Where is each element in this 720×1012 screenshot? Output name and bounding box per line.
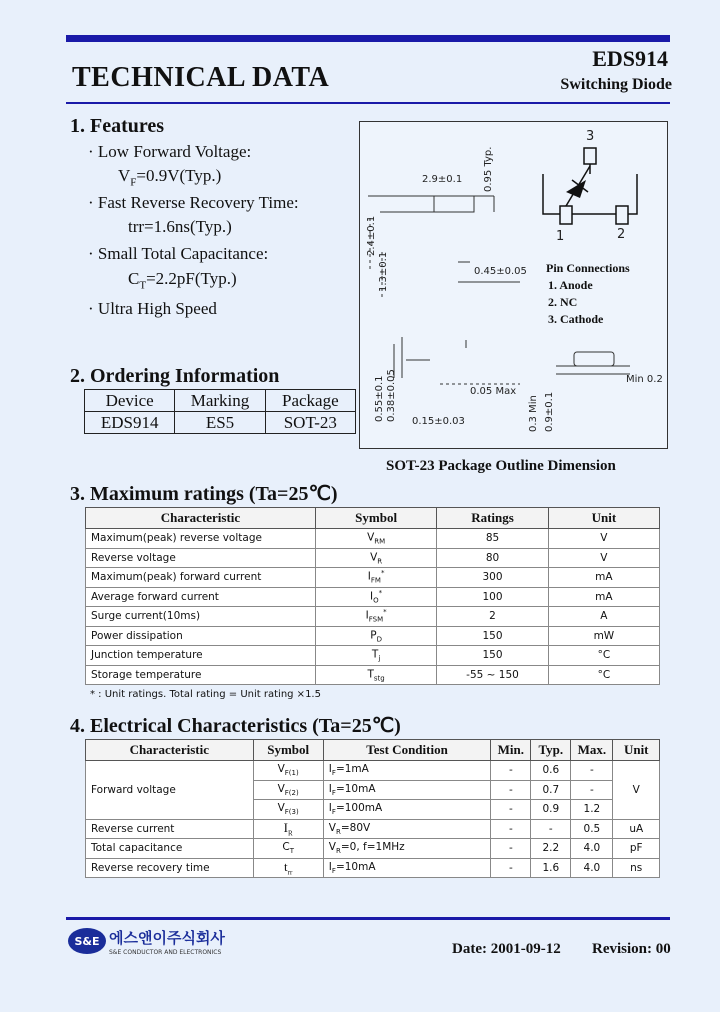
- row-characteristic: Reverse current: [86, 819, 254, 839]
- feature-value: $V_F=0.9V(Typ.)$: [118, 166, 222, 189]
- page-title: TECHNICAL DATA: [72, 62, 330, 93]
- pin-connection: 1. Anode: [548, 278, 593, 292]
- row-symbol: $I_R$: [253, 819, 323, 839]
- col-symbol: Symbol: [253, 740, 323, 761]
- row-min: -: [491, 839, 531, 859]
- row-symbol: $C_T$: [253, 839, 323, 859]
- dim-label: 0.55±0.1: [374, 375, 385, 422]
- row-unit: mA: [548, 587, 659, 607]
- row-rating: -55 ~ 150: [437, 665, 549, 685]
- ordering-header-device: Device: [85, 390, 175, 412]
- row-characteristic: Junction temperature: [86, 646, 316, 666]
- table-row: [86, 665, 660, 685]
- col-typ: Typ.: [531, 740, 571, 761]
- row-symbol: $V_{F(3)}$: [253, 800, 323, 820]
- row-min: -: [491, 858, 531, 878]
- row-symbol: $T_{stg}$: [315, 665, 436, 685]
- table-row: [86, 548, 660, 568]
- table-row: [86, 839, 660, 859]
- row-min: -: [491, 800, 531, 820]
- ordering-header-package: Package: [265, 390, 355, 412]
- row-symbol: $t_{rr}$: [253, 858, 323, 878]
- row-min: -: [491, 780, 531, 800]
- feature-value: trr=1.6ns(Typ.): [128, 217, 232, 236]
- pin-connection: 3. Cathode: [548, 312, 604, 326]
- row-unit: °C: [548, 665, 659, 685]
- row-unit: V: [613, 761, 660, 820]
- feature-label: · Small Total Capacitance:: [88, 244, 269, 263]
- row-max: 1.2: [571, 800, 613, 820]
- row-symbol: $V_{F(1)}$: [253, 761, 323, 781]
- dim-label: 2.9±0.1: [422, 174, 463, 185]
- row-rating: 100: [437, 587, 549, 607]
- table-row: [86, 587, 660, 607]
- row-characteristic: Total capacitance: [86, 839, 254, 859]
- row-characteristic: Storage temperature: [86, 665, 316, 685]
- row-characteristic: Reverse recovery time: [86, 858, 254, 878]
- row-rating: 150: [437, 626, 549, 646]
- row-rating: 300: [437, 568, 549, 588]
- row-typ: -: [531, 819, 571, 839]
- row-unit: uA: [613, 819, 660, 839]
- feature-label: · Ultra High Speed: [88, 299, 217, 318]
- row-unit: ns: [613, 858, 660, 878]
- pin-number: 1: [556, 229, 565, 244]
- pinout-schematic: [543, 148, 637, 224]
- table-row: [86, 568, 660, 588]
- row-symbol: $I_{FM}^*$: [315, 568, 436, 588]
- row-rating: 150: [437, 646, 549, 666]
- table-row: [86, 819, 660, 839]
- ordering-marking: ES5: [175, 412, 265, 434]
- dim-label: 1.3±0.1: [378, 251, 389, 292]
- electrical-table: [85, 739, 660, 878]
- dim-label: Min 0.2: [626, 374, 663, 385]
- row-unit: mA: [548, 568, 659, 588]
- row-characteristic: Power dissipation: [86, 626, 316, 646]
- col-characteristic: Characteristic: [86, 740, 254, 761]
- row-rating: 80: [437, 548, 549, 568]
- part-number: EDS914: [592, 46, 668, 71]
- row-typ: 1.6: [531, 858, 571, 878]
- company-name: 에스앤이주식회사: [109, 929, 225, 947]
- table-row: [86, 529, 660, 549]
- footer-rule: [66, 917, 670, 920]
- row-typ: 0.7: [531, 780, 571, 800]
- row-characteristic: Maximum(peak) reverse voltage: [86, 529, 316, 549]
- company-logo: S&E: [68, 928, 106, 954]
- row-symbol: $V_{RM}$: [315, 529, 436, 549]
- col-symbol: Symbol: [315, 508, 436, 529]
- col-test-condition: Test Condition: [323, 740, 491, 761]
- dim-label: 0.9±0.1: [544, 391, 555, 432]
- col-max: Max.: [571, 740, 613, 761]
- table-row: [86, 761, 660, 781]
- row-max: -: [571, 761, 613, 781]
- row-characteristic: Reverse voltage: [86, 548, 316, 568]
- row-max: -: [571, 780, 613, 800]
- row-typ: 0.9: [531, 800, 571, 820]
- col-unit: Unit: [613, 740, 660, 761]
- row-typ: 2.2: [531, 839, 571, 859]
- row-characteristic: Maximum(peak) forward current: [86, 568, 316, 588]
- ordering-header-marking: Marking: [175, 390, 265, 412]
- row-symbol: $I_O^*$: [315, 587, 436, 607]
- features-heading: 1. Features: [70, 115, 165, 137]
- company-name-en: S&E CONDUCTOR AND ELECTRONICS: [109, 949, 222, 956]
- pin-connection: 2. NC: [548, 295, 578, 309]
- ratings-note: * : Unit ratings. Total rating = Unit rating ×1.5: [90, 689, 321, 700]
- header-rule: [66, 102, 670, 104]
- row-symbol: $I_{FSM}^*$: [315, 607, 436, 627]
- row-characteristic: Average forward current: [86, 587, 316, 607]
- row-rating: 85: [437, 529, 549, 549]
- dim-label: 0.3 Min: [528, 395, 539, 432]
- dim-label: 0.38±0.05: [386, 369, 397, 422]
- row-typ: 0.6: [531, 761, 571, 781]
- package-outline-svg: [360, 122, 667, 448]
- dim-label: 0.95 Typ.: [483, 146, 494, 192]
- row-unit: A: [548, 607, 659, 627]
- row-min: -: [491, 819, 531, 839]
- pin-connections-title: Pin Connections: [546, 261, 630, 275]
- row-characteristic: Forward voltage: [86, 761, 254, 820]
- row-unit: pF: [613, 839, 660, 859]
- feature-value: $C_T=2.2pF(Typ.)$: [128, 269, 237, 292]
- ordering-package: SOT-23: [265, 412, 355, 434]
- row-unit: mW: [548, 626, 659, 646]
- ordering-device: EDS914: [85, 412, 175, 434]
- col-unit: Unit: [548, 508, 659, 529]
- feature-label: · Low Forward Voltage:: [88, 142, 252, 161]
- row-condition: $V_R=0$, f=1MHz: [323, 839, 491, 859]
- table-row: [86, 626, 660, 646]
- table-row: [86, 858, 660, 878]
- max-ratings-table: [85, 507, 660, 685]
- package-outline-drawing: [359, 121, 668, 449]
- row-characteristic: Surge current(10ms): [86, 607, 316, 627]
- row-max: 4.0: [571, 839, 613, 859]
- ordering-table: [84, 389, 356, 434]
- row-condition: $I_F=1mA$: [323, 761, 491, 781]
- row-condition: $V_R=80V$: [323, 819, 491, 839]
- col-characteristic: Characteristic: [86, 508, 316, 529]
- document-date: Date: 2001-09-12: [452, 941, 561, 957]
- row-condition: $I_F=100mA$: [323, 800, 491, 820]
- dim-label: 0.15±0.03: [412, 416, 465, 427]
- row-symbol: $T_j$: [315, 646, 436, 666]
- table-row: [86, 646, 660, 666]
- row-condition: $I_F=10mA$: [323, 780, 491, 800]
- electrical-heading: 4. Electrical Characteristics (Ta=25℃): [70, 715, 401, 737]
- top-view: [368, 196, 520, 297]
- top-rule: [66, 35, 670, 42]
- dim-label: 2.4±0.1: [366, 215, 377, 256]
- col-min: Min.: [491, 740, 531, 761]
- package-caption: SOT-23 Package Outline Dimension: [386, 458, 616, 474]
- row-symbol: $V_R$: [315, 548, 436, 568]
- row-max: 4.0: [571, 858, 613, 878]
- row-unit: °C: [548, 646, 659, 666]
- row-symbol: $P_D$: [315, 626, 436, 646]
- dim-label: 0.05 Max: [470, 386, 517, 397]
- part-subtitle: Switching Diode: [560, 76, 672, 93]
- row-rating: 2: [437, 607, 549, 627]
- document-revision: Revision: 00: [592, 941, 671, 957]
- pin-number: 3: [586, 129, 595, 144]
- row-unit: V: [548, 529, 659, 549]
- pin-number: 2: [617, 227, 626, 242]
- row-max: 0.5: [571, 819, 613, 839]
- row-condition: $I_F=10mA$: [323, 858, 491, 878]
- row-symbol: $V_{F(2)}$: [253, 780, 323, 800]
- row-unit: V: [548, 548, 659, 568]
- feature-label: · Fast Reverse Recovery Time:: [88, 193, 299, 212]
- side-view: [394, 337, 630, 384]
- row-min: -: [491, 761, 531, 781]
- dim-label: 0.45±0.05: [474, 266, 527, 277]
- col-ratings: Ratings: [437, 508, 549, 529]
- table-row: [86, 607, 660, 627]
- max-ratings-heading: 3. Maximum ratings (Ta=25℃): [70, 483, 338, 505]
- ordering-heading: 2. Ordering Information: [70, 365, 280, 387]
